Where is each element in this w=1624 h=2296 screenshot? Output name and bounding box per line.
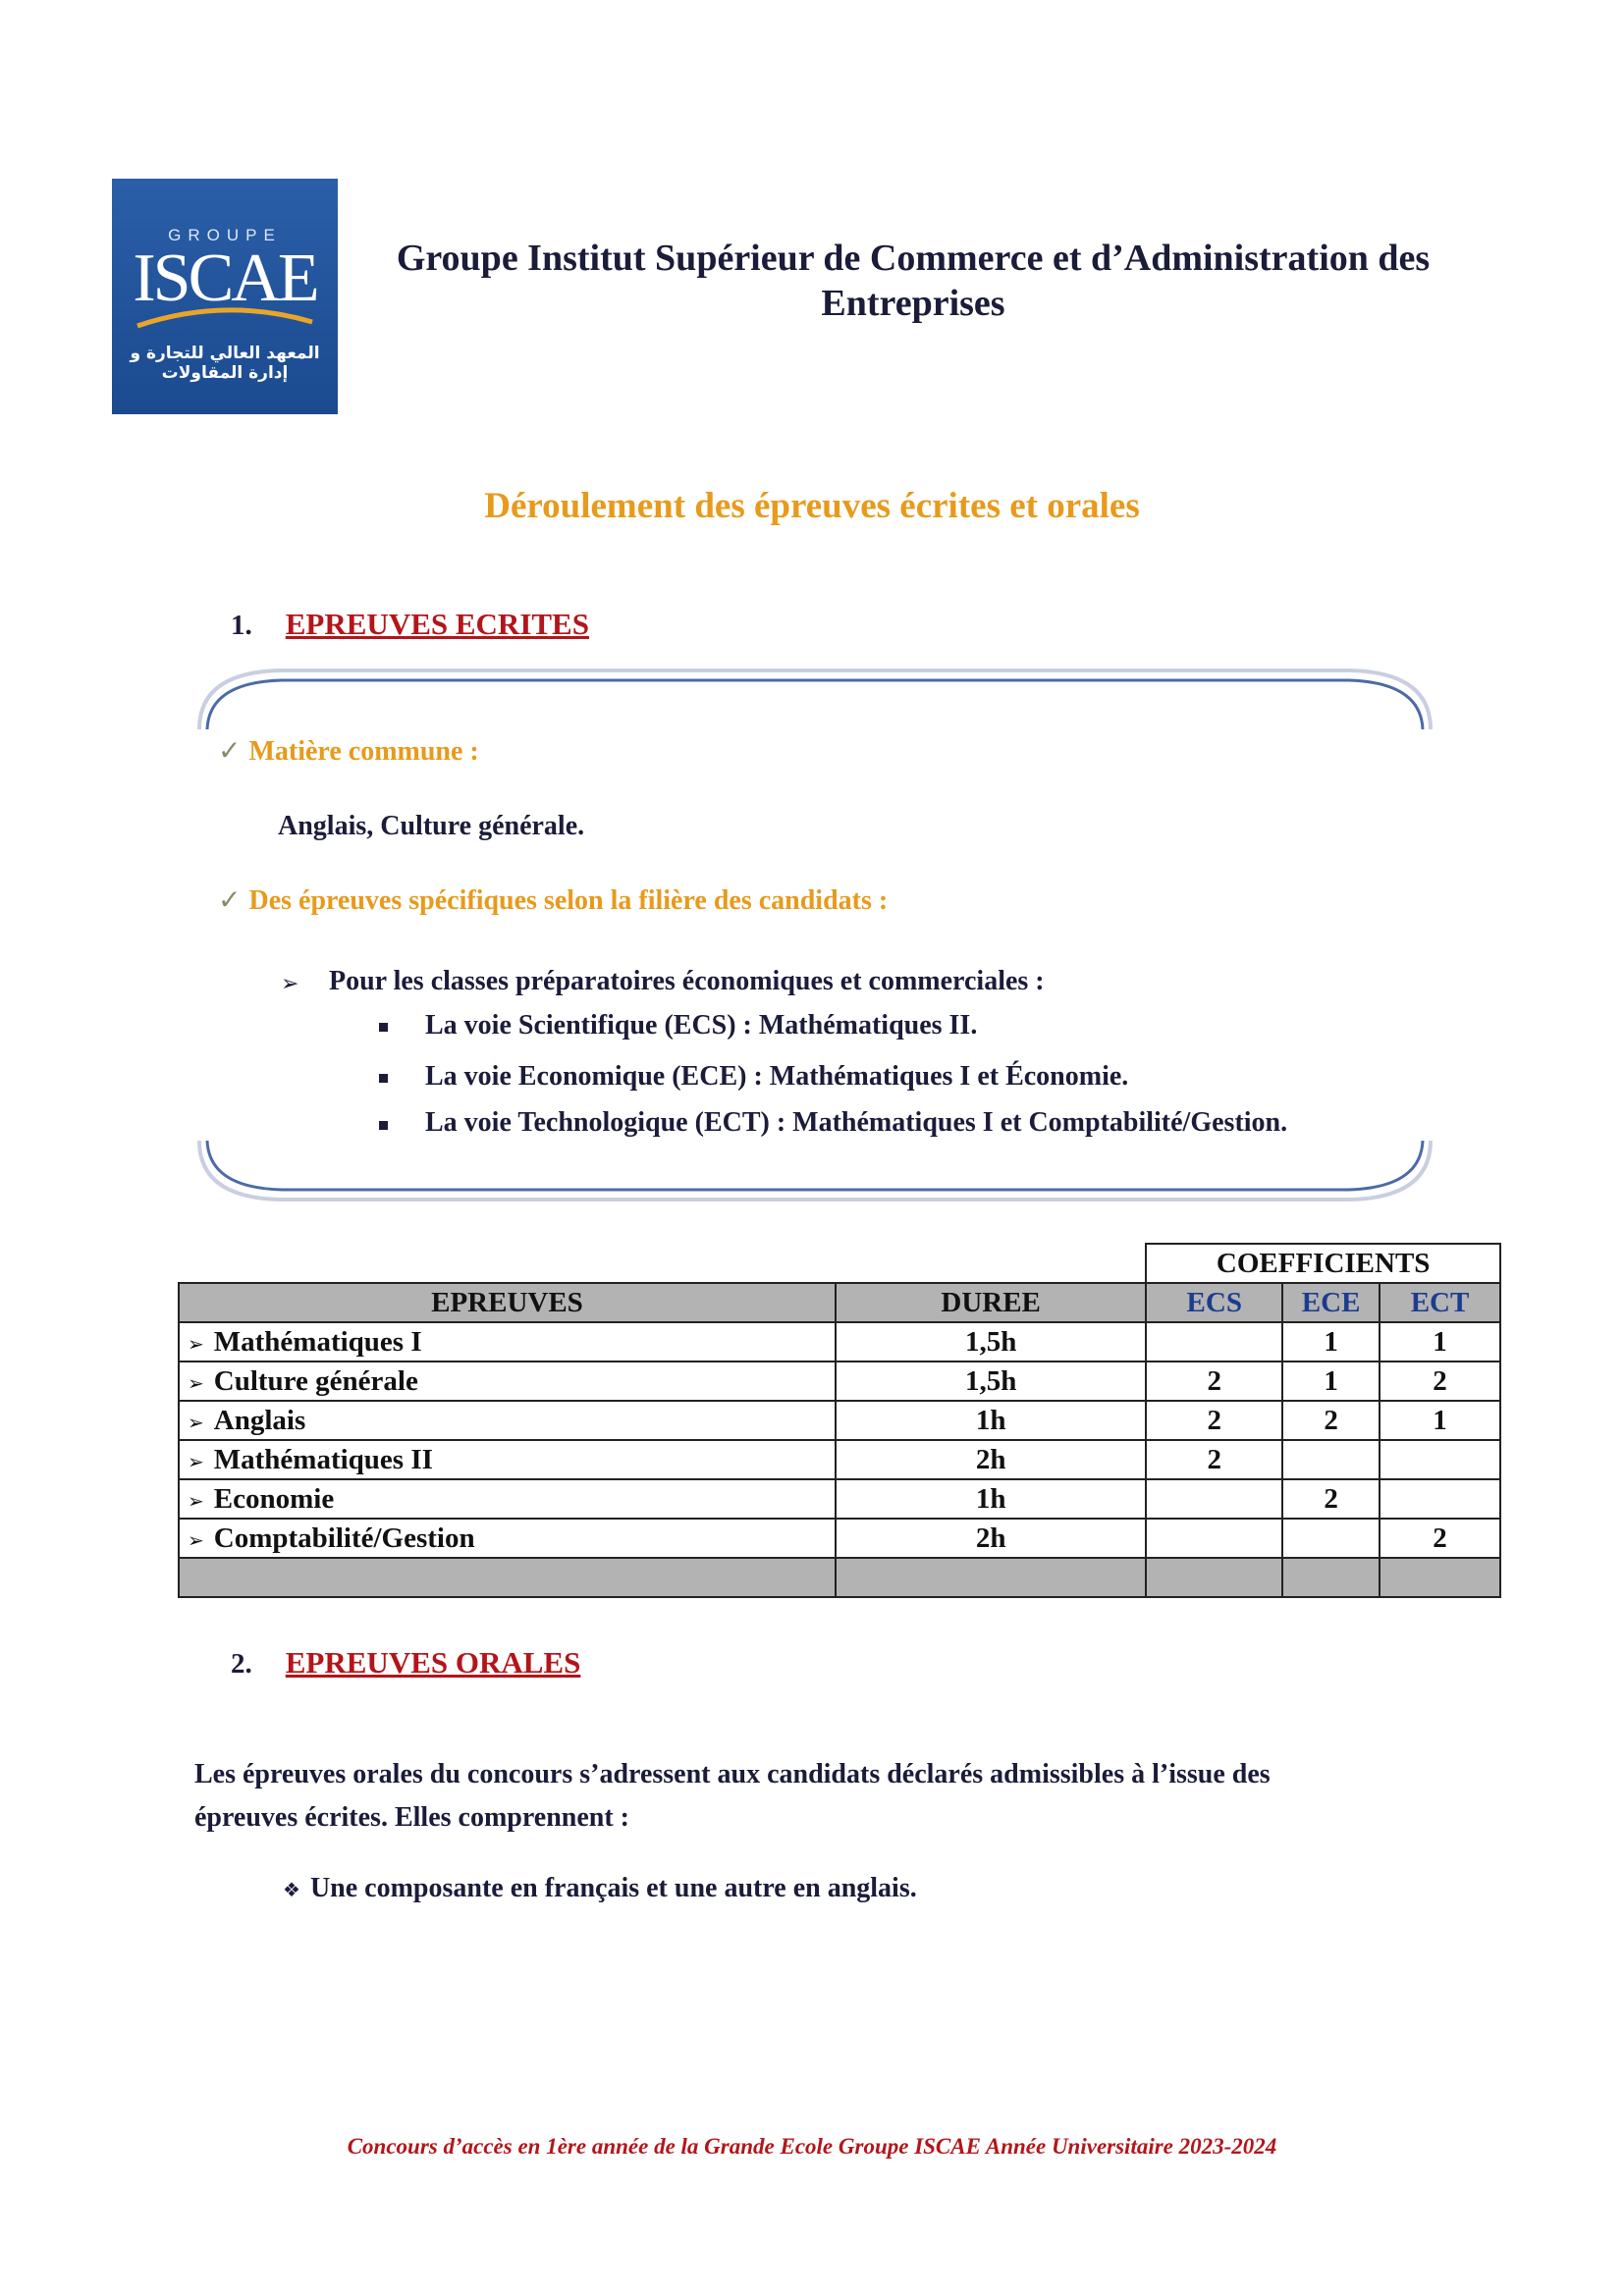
coef-ece: 1 xyxy=(1282,1322,1380,1362)
iscae-logo xyxy=(112,179,338,414)
coef-ect: 1 xyxy=(1380,1322,1500,1362)
arrow-bullet-icon: ➢ xyxy=(188,1527,204,1552)
coef-ect xyxy=(1380,1440,1500,1479)
organization-title xyxy=(363,236,1463,326)
arrow-bullet-icon: ➢ xyxy=(281,972,299,996)
section1-heading xyxy=(231,607,589,642)
exam-duration: 1,5h xyxy=(836,1322,1146,1362)
logo-swoosh-icon xyxy=(134,300,316,330)
track-item: La voie Scientifique (ECS) : Mathématiques II. xyxy=(425,1010,978,1041)
table-coef-header-row xyxy=(179,1244,1500,1283)
track-item: La voie Economique (ECE) : Mathématiques I et Économie. xyxy=(425,1061,1129,1092)
square-bullet-icon xyxy=(379,1121,388,1130)
exam-name: Anglais xyxy=(213,1404,306,1436)
organization-title-line2: Entreprises xyxy=(821,283,1005,324)
checkmark-icon: ✓ xyxy=(218,736,242,767)
coef-ecs xyxy=(1146,1519,1282,1558)
diamond-bullet-icon: ❖ xyxy=(283,1878,300,1901)
orals-item: ❖ Une composante en français et une autre en anglais. xyxy=(283,1873,917,1903)
col-header-duree: DUREE xyxy=(836,1283,1146,1322)
coef-ecs: 2 xyxy=(1146,1440,1282,1479)
coef-ect xyxy=(1380,1479,1500,1519)
section1-number: 1. xyxy=(231,610,252,641)
exam-name: Economie xyxy=(213,1482,335,1515)
top-bracket-decoration xyxy=(191,653,1438,731)
organization-title-line1: Groupe Institut Supérieur de Commerce et d’Administration des xyxy=(396,238,1431,279)
table-row xyxy=(179,1519,1500,1558)
bottom-bracket-decoration xyxy=(191,1139,1438,1217)
coef-ecs: 2 xyxy=(1146,1362,1282,1401)
section2-title: EPREUVES ORALES xyxy=(285,1645,581,1680)
logo-brand-text: ISCAE xyxy=(133,240,317,316)
section2-heading xyxy=(231,1645,580,1681)
common-subject-label: ✓ Matière commune : xyxy=(218,736,479,767)
coef-ece: 1 xyxy=(1282,1362,1380,1401)
logo-arabic-text: المعهد العالي للتجارة و إدارة المقاولات xyxy=(130,344,320,383)
exams-table xyxy=(178,1243,1501,1598)
coef-ece: 2 xyxy=(1282,1401,1380,1440)
col-header-ecs: ECS xyxy=(1146,1283,1282,1322)
coef-ect: 2 xyxy=(1380,1362,1500,1401)
arrow-bullet-icon: ➢ xyxy=(188,1488,204,1513)
page-footer: Concours d’accès en 1ère année de la Grande Ecole Groupe ISCAE Année Universitaire 2023-2024 xyxy=(347,2134,1277,2159)
exam-duration: 1h xyxy=(836,1401,1146,1440)
arrow-bullet-icon: ➢ xyxy=(188,1410,204,1434)
coef-ecs: 2 xyxy=(1146,1401,1282,1440)
coef-ect: 2 xyxy=(1380,1519,1500,1558)
coef-ece xyxy=(1282,1440,1380,1479)
exam-name: Comptabilité/Gestion xyxy=(213,1522,475,1554)
col-header-epreuves: EPREUVES xyxy=(179,1283,836,1322)
common-subjects: Anglais, Culture générale. xyxy=(278,811,585,841)
exam-duration: 1h xyxy=(836,1479,1146,1519)
coef-ect: 1 xyxy=(1380,1401,1500,1440)
coef-ecs xyxy=(1146,1322,1282,1362)
coefficients-header: COEFFICIENTS xyxy=(1146,1244,1500,1283)
coef-ece: 2 xyxy=(1282,1479,1380,1519)
checkmark-icon: ✓ xyxy=(218,885,242,916)
col-header-ece: ECE xyxy=(1282,1283,1380,1322)
table-header-row xyxy=(179,1283,1500,1322)
table-row xyxy=(179,1401,1500,1440)
arrow-bullet-icon: ➢ xyxy=(188,1449,204,1473)
page-title: Déroulement des épreuves écrites et orales xyxy=(484,486,1140,526)
table-row xyxy=(179,1322,1500,1362)
table-row xyxy=(179,1440,1500,1479)
col-header-ect: ECT xyxy=(1380,1283,1500,1322)
exam-name: Culture générale xyxy=(213,1364,418,1397)
arrow-bullet-icon: ➢ xyxy=(188,1331,204,1356)
prep-classes-text: Pour les classes préparatoires économiques et commerciales : xyxy=(329,966,1045,996)
exam-name: Mathématiques I xyxy=(213,1325,422,1358)
coef-ecs xyxy=(1146,1479,1282,1519)
exam-duration: 1,5h xyxy=(836,1362,1146,1401)
specific-subjects-label: ✓ Des épreuves spécifiques selon la filière des candidats : xyxy=(218,885,889,916)
arrow-bullet-icon: ➢ xyxy=(188,1370,204,1395)
exam-duration: 2h xyxy=(836,1440,1146,1479)
square-bullet-icon xyxy=(379,1074,388,1083)
orals-paragraph: Les épreuves orales du concours s’adressent aux candidats déclarés admissibles à l’issue des épreuves écrites. Elles comprennent : xyxy=(194,1759,1271,1833)
section1-title: EPREUVES ECRITES xyxy=(285,607,589,641)
square-bullet-icon xyxy=(379,1023,388,1032)
logo-groupe-text: GROUPE xyxy=(168,226,282,244)
table-row xyxy=(179,1479,1500,1519)
track-item: La voie Technologique (ECT) : Mathématiques I et Comptabilité/Gestion. xyxy=(425,1107,1288,1138)
exam-name: Mathématiques II xyxy=(213,1443,433,1475)
table-row xyxy=(179,1362,1500,1401)
table-footer-row xyxy=(179,1558,1500,1597)
section2-number: 2. xyxy=(231,1648,252,1680)
coef-ece xyxy=(1282,1519,1380,1558)
exam-duration: 2h xyxy=(836,1519,1146,1558)
